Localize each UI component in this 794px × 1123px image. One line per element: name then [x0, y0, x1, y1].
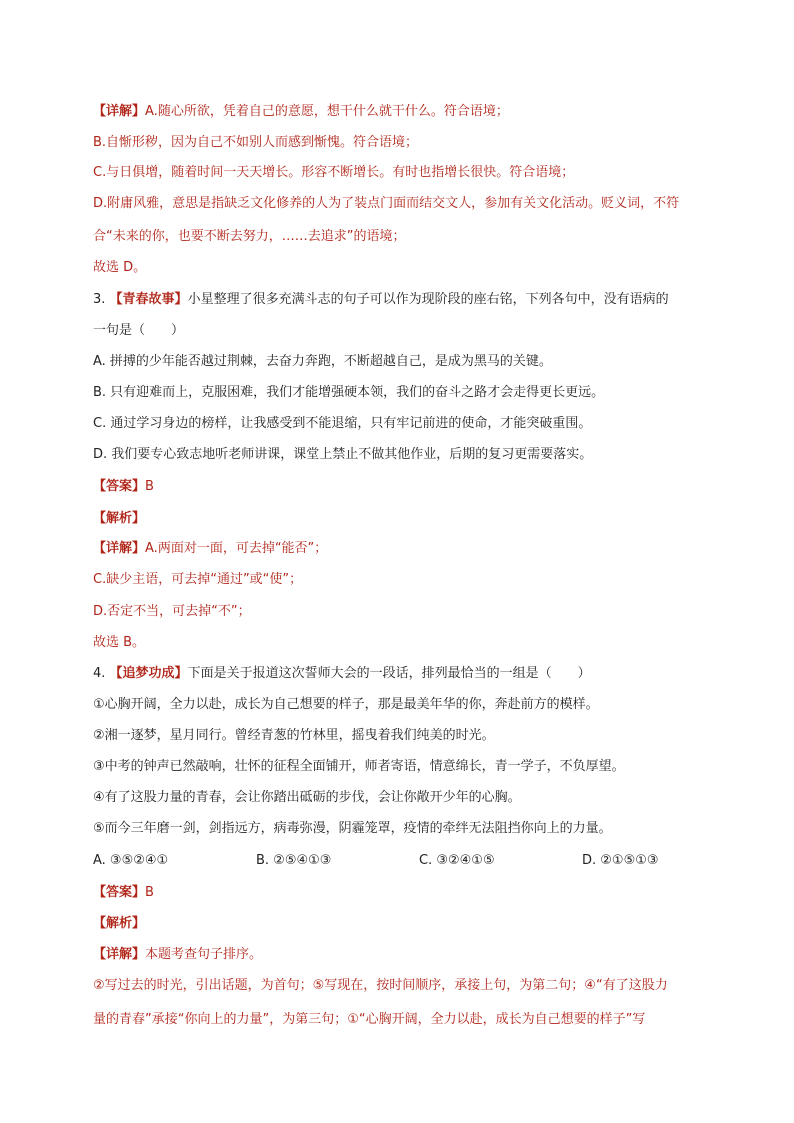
- question-text: 小星整理了很多充满斗志的句子可以作为现阶段的座右铭，下列各句中，没有语病的: [187, 292, 669, 307]
- answer-tag: 【答案】: [93, 885, 146, 900]
- question-3-answer: [93, 478, 733, 496]
- question-4-options: [93, 852, 733, 870]
- question-3-option-b: B. 只有迎难而上，克服困难，我们才能增强硬本领，我们的奋斗之路才会走得更长更远。: [93, 385, 605, 400]
- option-a: A. ③⑤②④①: [93, 853, 169, 868]
- question-4-answer: [93, 884, 733, 902]
- question-4-detail: [93, 946, 733, 964]
- question-4-sentence-4: ④有了这股力量的青春，会让你踏出砥砺的步伐，会让你敞开少年的心胸。: [93, 790, 521, 805]
- choice-line: 故选 D。: [93, 260, 147, 275]
- answer-value: B: [145, 885, 154, 900]
- question-3-detail-c: C.缺少主语，可去掉“通过”或“使”；: [93, 572, 303, 587]
- detail-tag: 【详解】: [93, 541, 146, 556]
- detail-line-a: [93, 103, 733, 121]
- question-3-option-d: D. 我们要专心致志地听老师讲课，课堂上禁止不做其他作业，后期的复习更需要落实。: [93, 447, 593, 462]
- detail-tag: 【详解】: [93, 947, 146, 962]
- detail-line-d-cont: 合“未来的你，也要不断去努力，……去追求”的语境；: [93, 229, 406, 244]
- question-3-stem: [93, 291, 733, 309]
- question-4-analysis: 【解析】: [93, 916, 146, 931]
- question-3-option-a: A. 拼搏的少年能否越过荆棘，去奋力奔跑，不断超越自己，是成为黑马的关键。: [93, 354, 552, 369]
- question-4-sentence-3: ③中考的钟声已然敲响，壮怀的征程全面铺开，师者寄语，情意绵长，青一学子，不负厚望。: [93, 759, 625, 774]
- detail-tag: 【详解】: [93, 104, 146, 119]
- question-tag: 【青春故事】: [109, 292, 188, 307]
- detail-line-b: B.自惭形秽，因为自己不如别人而感到惭愧。符合语境；: [93, 135, 419, 150]
- answer-value: B: [145, 479, 154, 494]
- question-3-stem-cont: 一句是（ ）: [93, 323, 185, 338]
- detail-text: A.随心所欲，凭着自己的意愿，想干什么就干什么。符合语境；: [145, 104, 509, 119]
- detail-line-c: C.与日俱增，随着时间一天天增长。形容不断增长。有时也指增长很快。符合语境；: [93, 165, 575, 180]
- question-tag: 【追梦功成】: [109, 666, 188, 681]
- question-4-stem: [93, 665, 733, 683]
- question-4-explanation-1: ②写过去的时光，引出话题，为首句；⑤写现在，按时间顺序，承接上句，为第二句；④“有了这股力: [93, 978, 668, 993]
- answer-tag: 【答案】: [93, 479, 146, 494]
- question-number: 3.: [93, 292, 106, 307]
- option-b: B. ②⑤④①③: [256, 853, 332, 868]
- detail-text: 本题考查句子排序。: [145, 947, 263, 962]
- question-4-explanation-2: 量的青春”承接“你向上的力量”，为第三句；①“心胸开阔，全力以赴，成长为自己想要的样子”写: [93, 1012, 646, 1027]
- question-number: 4.: [93, 666, 106, 681]
- question-4-sentence-2: ②湘一逐梦，星月同行。曾经青葱的竹林里，摇曳着我们纯美的时光。: [93, 728, 495, 743]
- option-c: C. ③②④①⑤: [419, 853, 495, 868]
- question-3-option-c: C. 通过学习身边的榜样，让我感受到不能退缩，只有牢记前进的使命，才能突破重围。: [93, 416, 592, 431]
- question-3-analysis: 【解析】: [93, 511, 146, 526]
- question-3-detail-a: [93, 540, 733, 558]
- detail-line-d: D.附庸风雅，意思是指缺乏文化修养的人为了装点门面而结交文人，参加有关文化活动。贬义词，不符: [93, 196, 680, 211]
- question-3-detail-d: D.否定不当，可去掉“不”；: [93, 604, 251, 619]
- question-4-sentence-5: ⑤而今三年磨一剑，剑指远方，病毒弥漫，阴霾笼罩，疫情的牵绊无法阻挡你向上的力量。: [93, 821, 612, 836]
- detail-text: A.两面对一面，可去掉“能否”；: [145, 541, 328, 556]
- question-text: 下面是关于报道这次誓师大会的一段话，排列最恰当的一组是（ ）: [187, 666, 591, 681]
- question-3-choice: 故选 B。: [93, 635, 146, 650]
- question-4-sentence-1: ①心胸开阔，全力以赴，成长为自己想要的样子，那是最美年华的你，奔赴前方的模样。: [93, 697, 599, 712]
- option-d: D. ②①⑤①③: [582, 853, 659, 868]
